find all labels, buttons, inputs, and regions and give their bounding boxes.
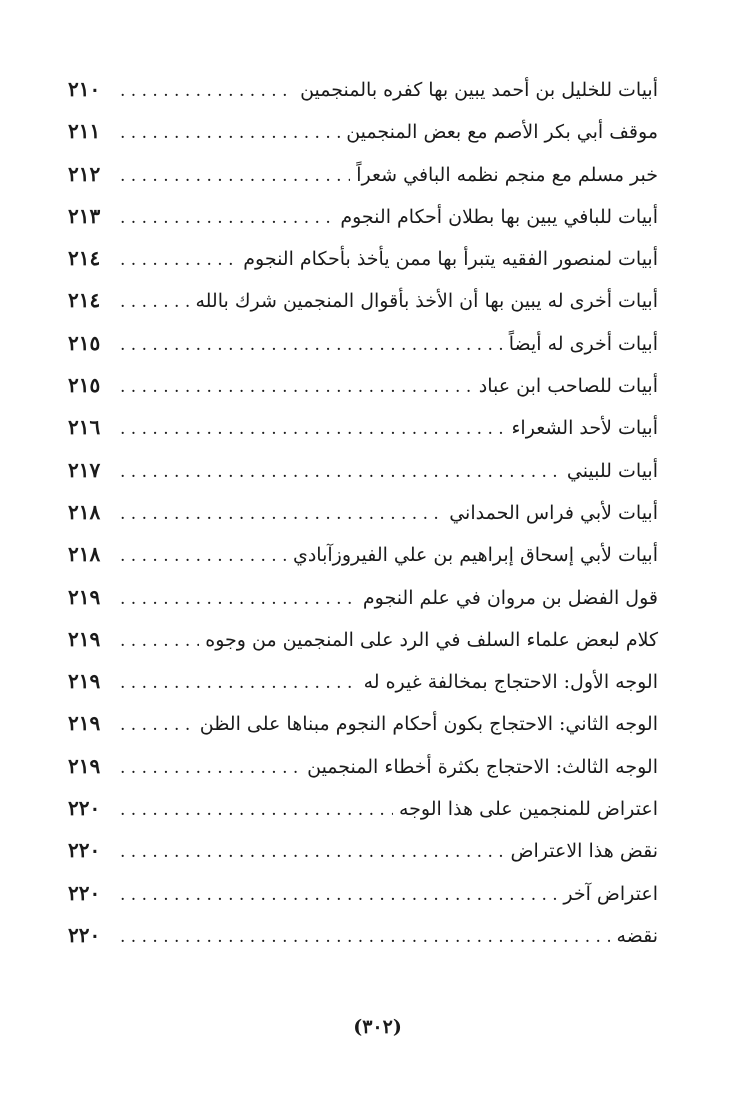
toc-entry-title: الوجه الثاني: الاحتجاج بكون أحكام النجوم مبناها على الظن — [199, 713, 658, 736]
toc-entry-page: ٢٢٠ — [68, 880, 101, 905]
toc-entry-title: نقض هذا الاعتراض — [510, 840, 658, 863]
toc-entry — [68, 787, 658, 829]
toc-entry — [68, 618, 658, 660]
toc-entry-title: أبيات لمنصور الفقيه يتبرأ بها ممن يأخذ بأحكام النجوم — [243, 248, 658, 271]
toc-entry-title: أبيات للبافي يبين بها بطلان أحكام النجوم — [340, 205, 658, 228]
toc-entry — [68, 195, 658, 237]
dot-leader — [120, 451, 561, 493]
dot-leader — [120, 916, 610, 958]
dot-leader — [120, 620, 199, 662]
toc-entry — [68, 279, 658, 321]
dot-leader — [120, 112, 340, 154]
toc-entry-page: ٢١١ — [68, 119, 101, 144]
dot-leader — [120, 747, 301, 789]
toc-entry-page: ٢١٩ — [68, 669, 101, 694]
toc-entry-page: ٢٢٠ — [68, 838, 101, 863]
toc-entry-title: أبيات أخرى له يبين بها أن الأخذ بأقوال المنجمين شرك بالله — [195, 290, 658, 313]
dot-leader — [120, 493, 443, 535]
toc-entry — [68, 702, 658, 744]
dot-leader — [120, 535, 287, 577]
dot-leader — [120, 239, 237, 281]
toc-entry — [68, 449, 658, 491]
dot-leader — [120, 874, 557, 916]
toc-entry-page: ٢٢٠ — [68, 922, 101, 947]
toc-entry — [68, 533, 658, 575]
toc-entry-page: ٢١٩ — [68, 584, 101, 609]
toc-entry-page: ٢١٥ — [68, 330, 101, 355]
toc-entry — [68, 660, 658, 702]
toc-entry-page: ٢١٤ — [68, 288, 101, 313]
toc-entry-title: اعتراض للمنجمين على هذا الوجه — [398, 798, 658, 821]
dot-leader — [120, 831, 505, 873]
toc-entry — [68, 491, 658, 533]
dot-leader — [120, 197, 334, 239]
toc-entry-title: أبيات لأحد الشعراء — [511, 417, 658, 440]
toc-entry-title: أبيات لأبي فراس الحمداني — [449, 501, 658, 524]
dot-leader — [120, 662, 358, 704]
dot-leader — [120, 789, 393, 831]
page-number: (٣٠٢) — [353, 1016, 402, 1038]
toc-entry — [68, 576, 658, 618]
toc-entry — [68, 914, 658, 956]
toc-entry-page: ٢١٨ — [68, 542, 101, 567]
toc-entry — [68, 322, 658, 364]
toc-entry-title: أبيات للصاحب ابن عباد — [478, 375, 658, 398]
toc-entry-title: اعتراض آخر — [563, 882, 658, 905]
dot-leader — [120, 578, 357, 620]
toc-entry-title: قول الفضل بن مروان في علم النجوم — [362, 586, 658, 609]
toc-entry-title: أبيات للخليل بن أحمد يبين بها كفره بالمنجمين — [300, 79, 658, 101]
dot-leader — [120, 408, 506, 450]
toc-entry-page: ٢١٥ — [68, 373, 101, 398]
toc-entry-page: ٢١٠ — [68, 77, 101, 101]
toc-entry-title: الوجه الأول: الاحتجاج بمخالفة غيره له — [363, 671, 658, 694]
toc-entry-page: ٢١٩ — [68, 711, 101, 736]
toc-entry — [68, 237, 658, 279]
dot-leader — [120, 155, 350, 197]
dot-leader — [120, 704, 194, 746]
toc-entry — [68, 745, 658, 787]
toc-entry-title: كلام لبعض علماء السلف في الرد على المنجمين من وجوه — [205, 628, 658, 651]
toc-entry-title: نقضه — [616, 924, 658, 947]
toc-entry-title: أبيات لأبي إسحاق إبراهيم بن علي الفيروزآبادي — [292, 544, 658, 567]
toc-entry — [68, 872, 658, 914]
toc-entry-title: أبيات للبيني — [566, 459, 658, 482]
toc-entry — [68, 153, 658, 195]
toc-entry — [68, 68, 658, 110]
toc-entry — [68, 406, 658, 448]
toc-entry-page: ٢١٤ — [68, 246, 101, 271]
toc-entry-page: ٢١٦ — [68, 415, 101, 440]
toc-entry-page: ٢١٨ — [68, 499, 101, 524]
toc-entry-page: ٢١٩ — [68, 626, 101, 651]
dot-leader — [120, 366, 473, 408]
toc-entry-title: الوجه الثالث: الاحتجاج بكثرة أخطاء المنجمين — [307, 755, 658, 778]
toc-entry-page: ٢١٣ — [68, 203, 101, 228]
dot-leader — [120, 70, 294, 112]
toc-entry — [68, 829, 658, 871]
toc-entry-title: أبيات أخرى له أيضاً — [508, 332, 658, 355]
toc-entry-page: ٢١٢ — [68, 161, 101, 186]
toc-entry-page: ٢١٩ — [68, 753, 101, 778]
toc-entry-title: خبر مسلم مع منجم نظمه البافي شعراً — [356, 163, 658, 186]
toc-entry-title: موقف أبي بكر الأصم مع بعض المنجمين — [346, 121, 658, 144]
toc-entry-page: ٢١٧ — [68, 457, 101, 482]
dot-leader — [120, 281, 189, 323]
table-of-contents — [68, 68, 658, 956]
toc-entry-page: ٢٢٠ — [68, 796, 101, 821]
toc-entry — [68, 364, 658, 406]
dot-leader — [120, 324, 503, 366]
toc-entry — [68, 110, 658, 152]
